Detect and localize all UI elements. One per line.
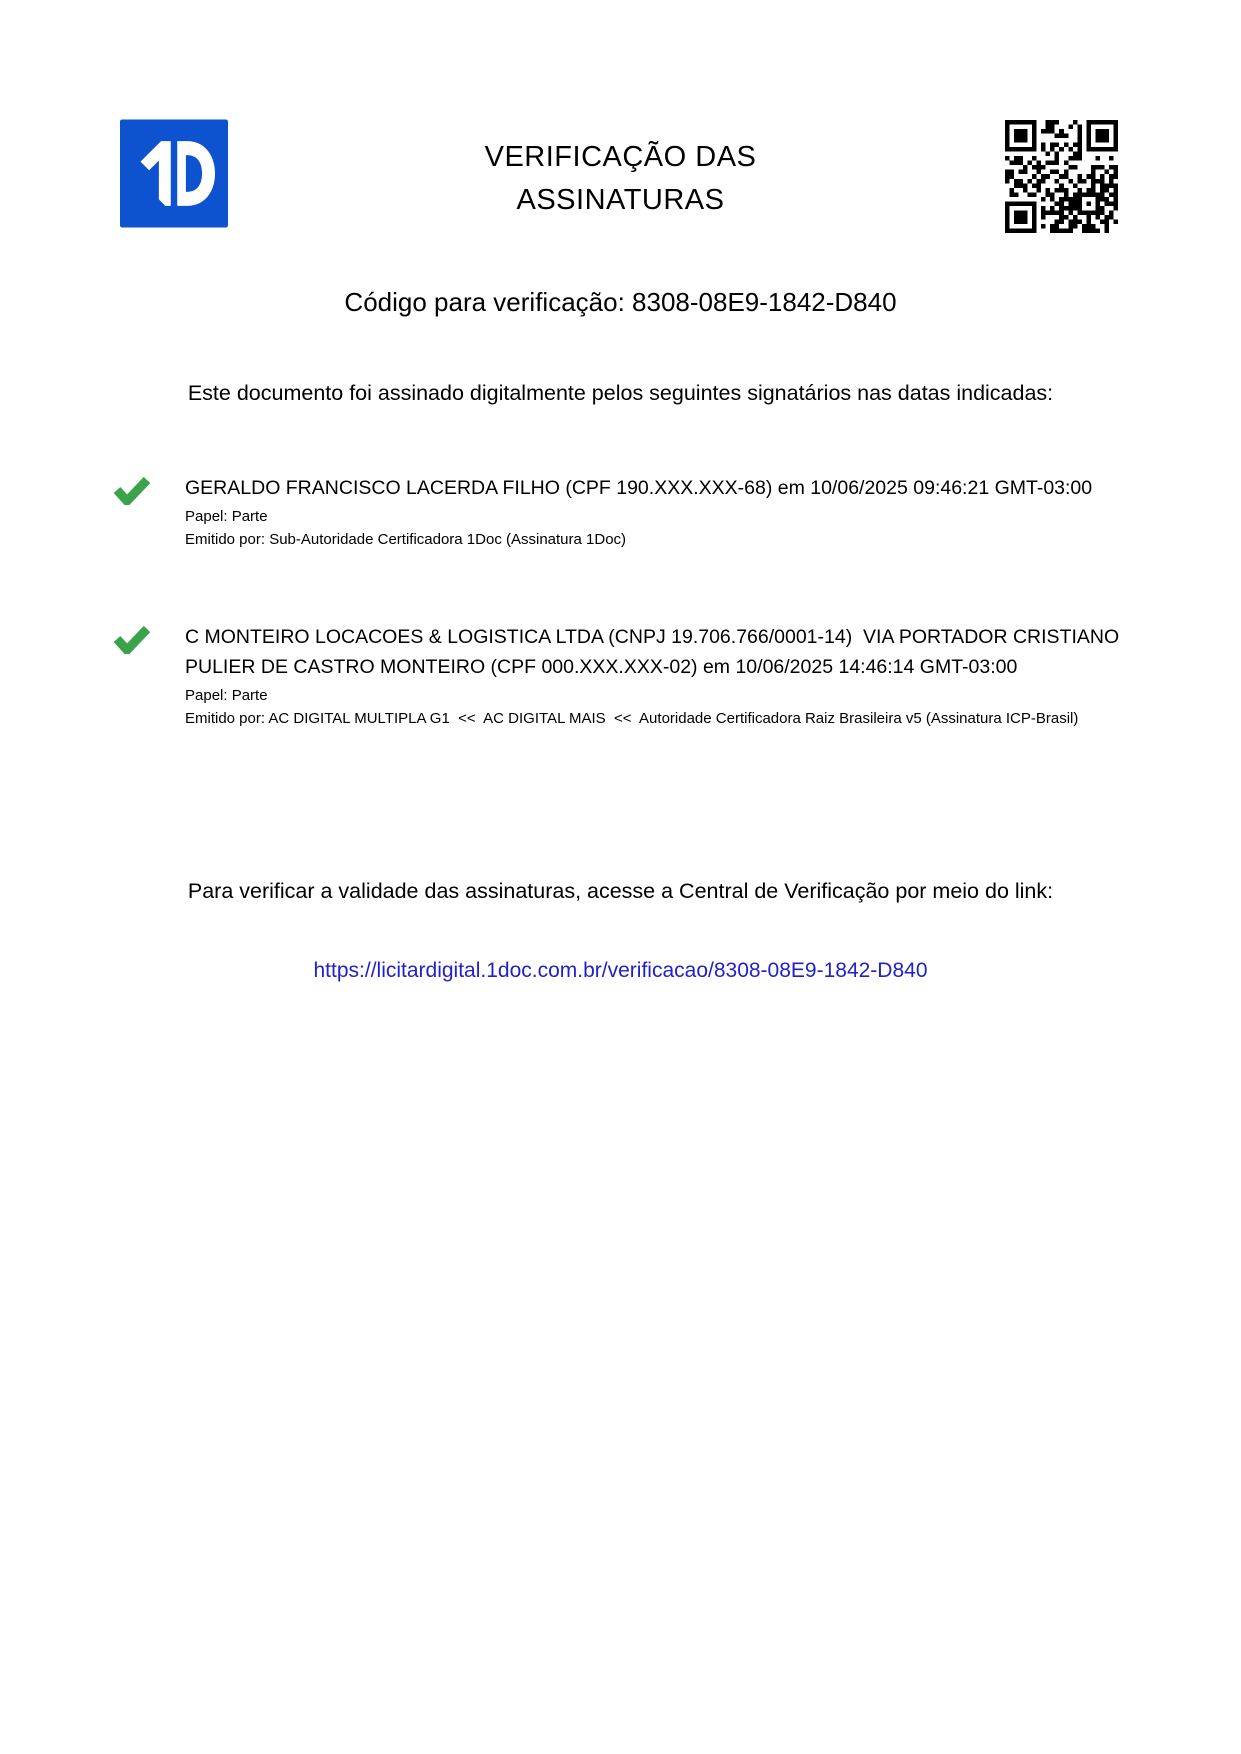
page-title-line2: ASSINATURAS (516, 184, 725, 216)
signer-issuer: Emitido por: Sub-Autoridade Certificadora 1Doc (Assinatura 1Doc) (185, 531, 627, 548)
check-icon (113, 625, 151, 654)
page-title-line1: VERIFICAÇÃO DAS (484, 141, 757, 173)
qr-code-icon (1005, 120, 1118, 233)
check-icon (113, 476, 151, 505)
verify-instructions: Para verificar a validade das assinaturas, acesse a Central de Verificação por meio do link: (187, 879, 1054, 903)
signer-details (185, 473, 1130, 551)
signer-name: C MONTEIRO LOCACOES & LOGISTICA LTDA (CNPJ 19.706.766/0001-14) VIA PORTADOR CRISTIANO PULIER DE CASTRO MONTEIRO (CPF 000.XXX.XXX-02) em 10/06/2025 14:46:14 GMT-03:00 (185, 626, 1125, 678)
intro-text: Este documento foi assinado digitalmente pelos seguintes signatários nas datas indicadas: (187, 381, 1054, 405)
signer-role: Papel: Parte (185, 687, 268, 704)
verification-code: Código para verificação: 8308-08E9-1842-D840 (344, 287, 897, 317)
signer-name: GERALDO FRANCISCO LACERDA FILHO (CPF 190.XXX.XXX-68) em 10/06/2025 09:46:21 GMT-03:00 (185, 477, 1093, 499)
signer-role: Papel: Parte (185, 508, 268, 525)
signer-issuer: Emitido por: AC DIGITAL MULTIPLA G1 << AC DIGITAL MAIS << Autoridade Certificadora Raiz Brasileira v5 (Assinatura ICP-Brasil) (185, 710, 1079, 727)
signer-entry (185, 622, 1130, 730)
signer-entry (185, 473, 1130, 551)
signer-details (185, 622, 1130, 730)
verification-link[interactable]: https://licitardigital.1doc.com.br/verificacao/8308-08E9-1842-D840 (313, 959, 928, 982)
